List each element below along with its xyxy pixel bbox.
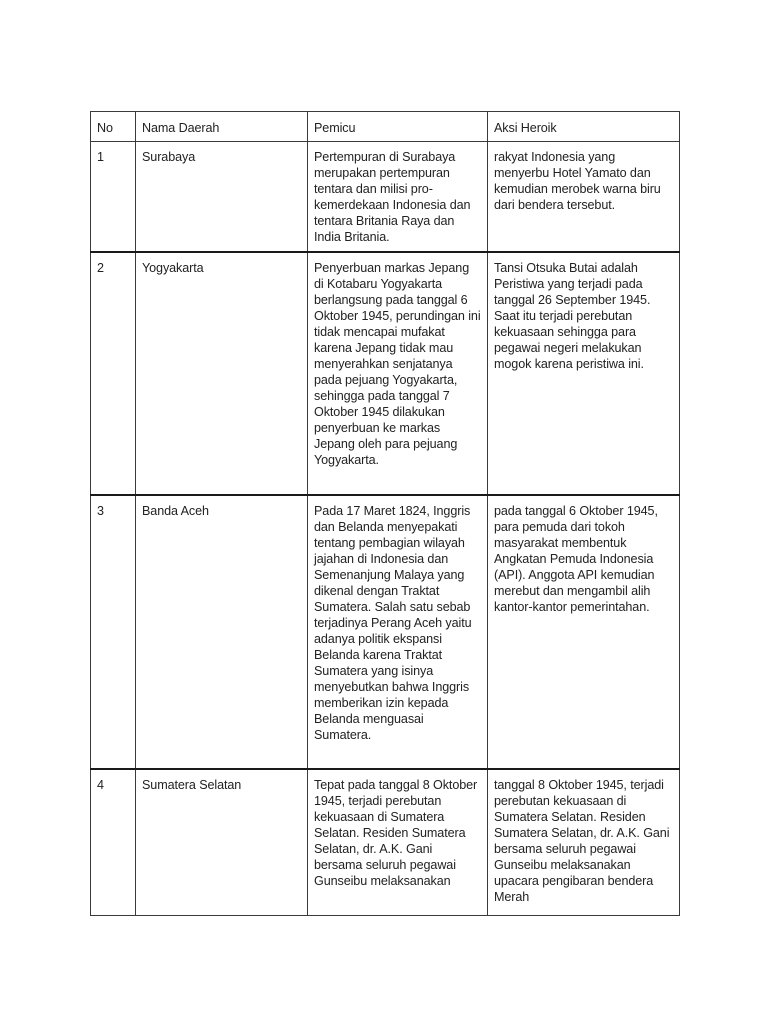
cell-nama-daerah-text: Banda Aceh — [142, 504, 209, 518]
header-no: No — [91, 112, 136, 142]
history-table — [90, 111, 680, 916]
cell-nama-daerah-text: Surabaya — [142, 150, 196, 164]
cell-pemicu — [308, 142, 488, 253]
cell-pemicu — [308, 252, 488, 495]
cell-aksi-heroik — [488, 495, 680, 769]
cell-nama-daerah-text: Yogyakarta — [142, 261, 204, 275]
cell-no — [91, 252, 136, 495]
cell-no — [91, 495, 136, 769]
table-row — [91, 495, 680, 769]
cell-no-text: 3 — [97, 504, 104, 518]
cell-no-text: 4 — [97, 778, 104, 792]
table-row — [91, 142, 680, 253]
cell-aksi-heroik-text: Tansi Otsuka Butai adalah Peristiwa yang terjadi pada tanggal 26 September 1945. Saat itu terjadi perebutan kekuasaan sehingga para pegawai negeri melakukan mogok karena peristiwa ini. — [494, 261, 651, 371]
cell-aksi-heroik-text: pada tanggal 6 Oktober 1945, para pemuda dari tokoh masyarakat membentuk Angkatan Pemuda Indonesia (API). Anggota API kemudian merebut dan mengambil alih kantor-kantor pemerintahan. — [494, 504, 658, 614]
cell-pemicu-text: Pertempuran di Surabaya merupakan pertempuran tentara dan milisi pro-kemerdekaan Indonesia dan tentara Britania Raya dan India Britania. — [314, 150, 471, 244]
cell-nama-daerah — [136, 252, 308, 495]
cell-nama-daerah — [136, 769, 308, 915]
cell-no-text: 2 — [97, 261, 104, 275]
cell-nama-daerah-text: Sumatera Selatan — [142, 778, 242, 792]
cell-pemicu — [308, 769, 488, 915]
cell-pemicu-text: Pada 17 Maret 1824, Inggris dan Belanda menyepakati tentang pembagian wilayah jajahan di Indonesia dan Semenanjung Malaya yang dikenal dengan Traktat Sumatera. Salah satu sebab terjadinya Perang Aceh yaitu adanya politik ekspansi Belanda karena Traktat Sumatera yang isinya menyebutkan bahwa Inggris memberikan izin kepada Belanda menguasai Sumatera. — [314, 504, 472, 742]
cell-no-text: 1 — [97, 150, 104, 164]
cell-nama-daerah — [136, 495, 308, 769]
cell-no — [91, 769, 136, 915]
header-aksi-heroik: Aksi Heroik — [488, 112, 680, 142]
cell-pemicu-text: Tepat pada tanggal 8 Oktober 1945, terjadi perebutan kekuasaan di Sumatera Selatan. Residen Sumatera Selatan, dr. A.K. Gani bersama seluruh pegawai Gunseibu melaksanakan — [314, 778, 478, 888]
cell-aksi-heroik-text: tanggal 8 Oktober 1945, terjadi perebutan kekuasaan di Sumatera Selatan. Residen Sumatera Selatan, dr. A.K. Gani bersama seluruh pegawai Gunseibu melaksanakan upacara pengibaran bendera Merah — [494, 778, 670, 904]
cell-aksi-heroik-text: rakyat Indonesia yang menyerbu Hotel Yamato dan kemudian merobek warna biru dari bendera tersebut. — [494, 150, 661, 212]
header-row — [91, 112, 680, 142]
cell-aksi-heroik — [488, 142, 680, 253]
table-header — [91, 112, 680, 142]
table-row — [91, 769, 680, 915]
cell-no — [91, 142, 136, 253]
header-pemicu: Pemicu — [308, 112, 488, 142]
cell-pemicu — [308, 495, 488, 769]
cell-aksi-heroik — [488, 252, 680, 495]
table-body — [91, 142, 680, 916]
cell-nama-daerah — [136, 142, 308, 253]
header-nama-daerah: Nama Daerah — [136, 112, 308, 142]
table-row — [91, 252, 680, 495]
cell-pemicu-text: Penyerbuan markas Jepang di Kotabaru Yogyakarta berlangsung pada tanggal 6 Oktober 1945, perundingan ini tidak mencapai mufakat karena Jepang tidak mau menyerahkan senjatanya pada pejuang Yogyakarta, sehingga pada tanggal 7 Oktober 1945 dilakukan penyerbuan ke markas Jepang oleh para pejuang Yogyakarta. — [314, 261, 481, 467]
cell-aksi-heroik — [488, 769, 680, 915]
